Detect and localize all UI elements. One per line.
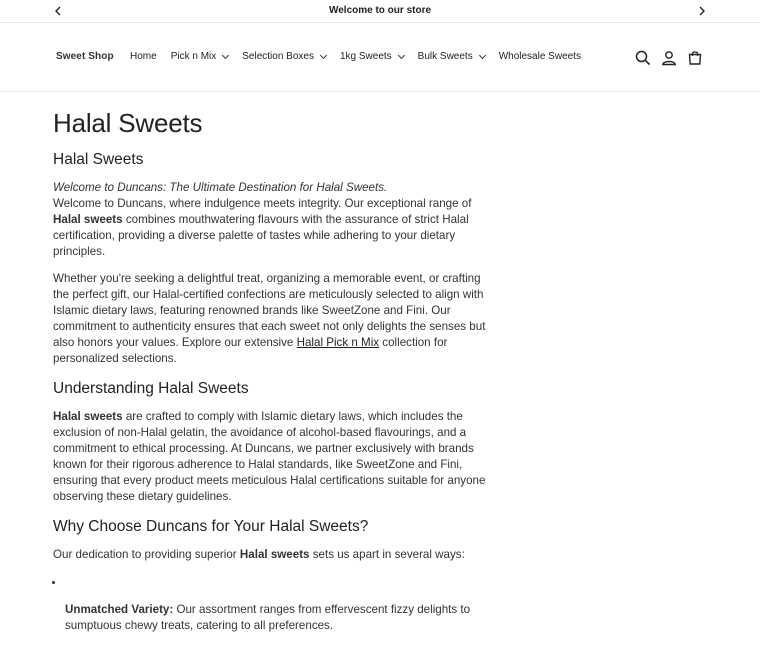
nav-item-pick-n-mix[interactable] [171,51,229,62]
p3-text: are crafted to comply with Islamic dietary laws, which includes the exclusion of non-Halal gelatin, the avoidance of alcohol-based flavourings, and a commitment to ethical processing. At Duncans, we partner exclusively with brands known for their rigorous adherence to Halal standards, like SweetZone and Fini, ensuring that every product meets meticulous Halal certifications suitable for anyone observing these dietary guidelines. [53,410,486,503]
chevron-down-icon [398,51,405,58]
chevron-down-icon [320,51,327,58]
search-icon[interactable] [634,49,652,67]
reason-variety-title: Unmatched Variety: [65,603,174,616]
halal-pick-n-mix-link[interactable]: Halal Pick n Mix [296,336,380,349]
chevron-down-icon [222,51,229,58]
section-heading-intro: Halal Sweets [53,151,144,168]
nav-item-home[interactable] [130,51,157,62]
reason-variety [65,602,493,634]
nav-item-1kg-sweets[interactable] [340,51,404,62]
paragraph-4 [53,547,493,563]
page-title: Halal Sweets [53,108,203,138]
section-heading-understanding: Understanding Halal Sweets [53,380,249,397]
section-heading-why: Why Choose Duncans for Your Halal Sweets? [53,518,369,535]
cart-icon[interactable] [686,49,704,67]
paragraph-2 [53,271,493,367]
chevron-down-icon [479,51,486,58]
p4-text-1: Our dedication to providing superior [53,548,240,561]
p4-bold: Halal sweets [239,548,310,561]
nav-item-wholesale-sweets[interactable] [499,51,581,62]
nav-label: Pick n Mix [170,51,217,62]
nav-label: 1kg Sweets [339,51,392,62]
nav-item-bulk-sweets[interactable] [418,51,485,62]
nav-label: Wholesale Sweets [498,51,581,62]
announcement-bar [0,0,760,23]
site-header [0,24,760,92]
intro-italic: Welcome to Duncans: The Ultimate Destination for Halal Sweets. [53,181,388,194]
paragraph-3 [53,409,493,505]
site-logo[interactable]: Sweet Shop [56,51,114,62]
p4-text-2: sets us apart in several ways: [309,548,465,561]
reasons-list [65,574,493,594]
reason-variety-text: Our assortment ranges from effervescent fizzy delights to sumptuous chewy treats, catering to all preferences. [65,603,471,632]
main-nav [130,51,595,62]
intro-text-1: Welcome to Duncans, where indulgence meets integrity. Our exceptional range of [53,197,472,210]
chevron-right-icon[interactable] [694,3,710,19]
list-item [65,574,493,594]
intro-bold: Halal sweets [53,213,123,226]
p3-bold: Halal sweets [53,410,123,423]
header-icons [634,49,712,67]
p2-text-2: collection for personalized selections. [53,336,448,365]
nav-item-selection-boxes[interactable] [242,51,326,62]
intro-text-2: combines mouthwatering flavours with the assurance of strict Halal certification, providing a diverse palette of tastes while adhering to your dietary principles. [53,213,469,258]
nav-label: Home [130,51,157,62]
account-icon[interactable] [660,49,678,67]
intro-paragraph [53,180,493,260]
page-content [53,106,493,645]
announcement-text: Welcome to our store [328,5,432,16]
nav-label: Bulk Sweets [417,51,473,62]
nav-label: Selection Boxes [242,51,314,62]
p2-text-1: Whether you're seeking a delightful treat, organizing a memorable event, or crafting the perfect gift, our Halal-certified confections are meticulously selected to align with Islamic dietary laws, featuring renowned brands like SweetZone and Fini. Our commitment to authenticity ensures that each sweet not only delights the senses but also honors your values. Explore our extensive [53,272,486,349]
